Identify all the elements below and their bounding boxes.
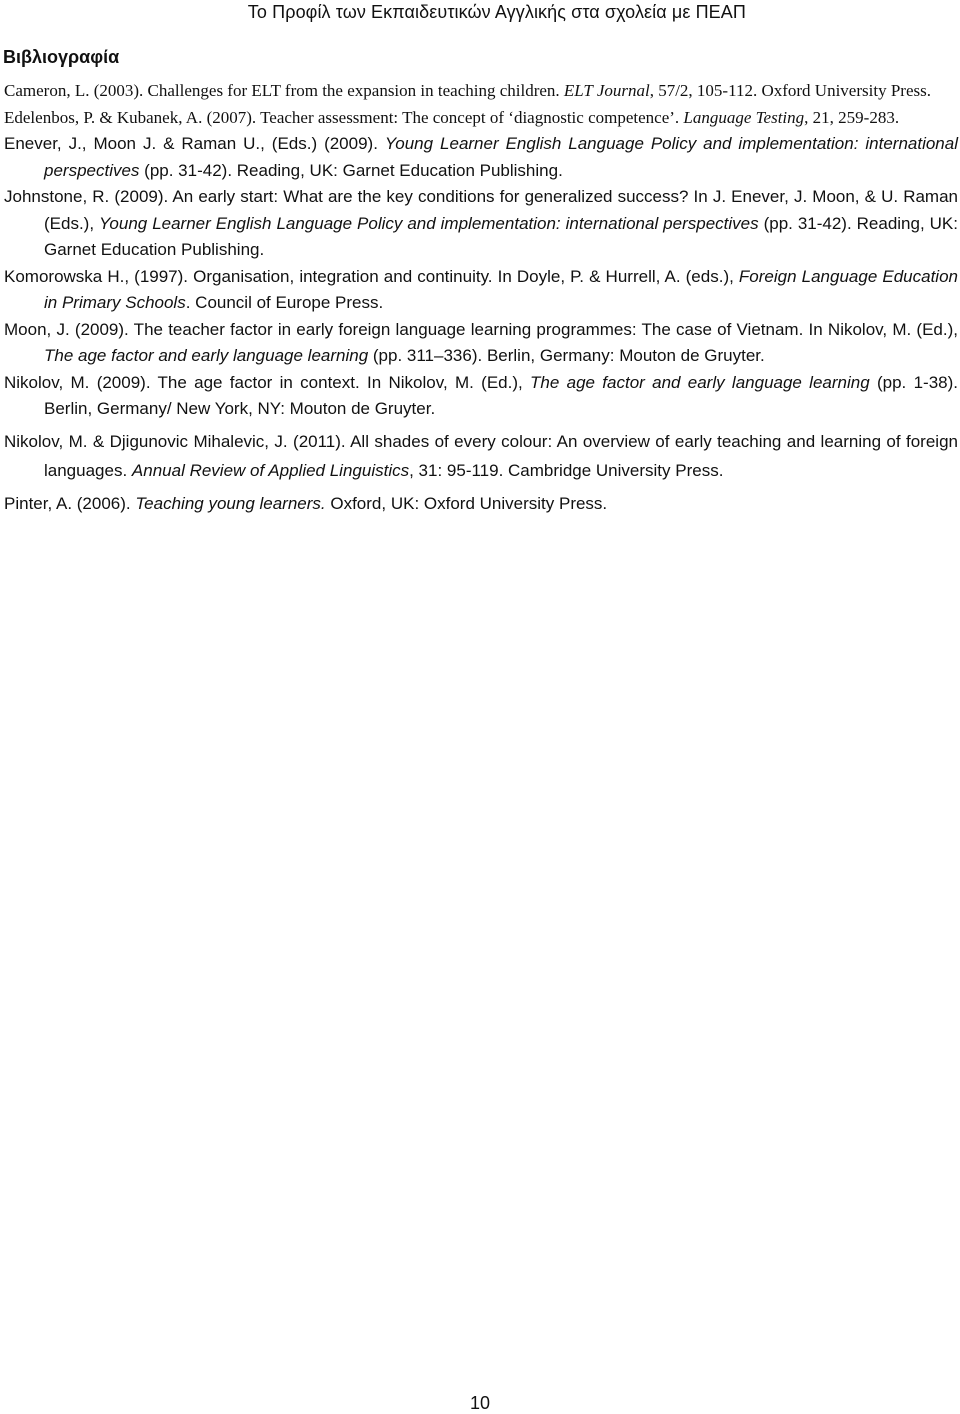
reference-item [0, 264, 958, 317]
reference-text: (pp. 31-42). Reading, UK: Garnet Education Publishing. [139, 160, 563, 180]
reference-item [0, 427, 958, 485]
reference-text: Cameron, L. (2003). Challenges for ELT from the expansion in teaching children. [4, 81, 564, 100]
reference-title: Foreign Language Education in Primary Schools [44, 266, 958, 312]
reference-text: Pinter, A. (2006). [4, 493, 136, 513]
running-header: Το Προφίλ των Εκπαιδευτικών Αγγλικής στα σχολεία με ΠΕΑΠ [247, 2, 746, 22]
reference-text: (pp. 1-38). Berlin, Germany/ New York, NY: Mouton de Gruyter. [44, 372, 958, 418]
reference-item [0, 184, 958, 264]
reference-title: The age factor and early language learning [530, 372, 870, 392]
reference-text: . Council of Europe Press. [185, 293, 384, 312]
reference-item [0, 489, 958, 518]
reference-list [0, 78, 960, 518]
reference-item [0, 317, 958, 370]
reference-text: , 21, 259-283. [804, 107, 900, 127]
reference-text: Johnstone, R. (2009). An early start: What are the key conditions for generalized success? In J. Enever, J. Moon, & U. Raman (Eds.), [4, 187, 958, 233]
reference-text: Oxford, UK: Oxford University Press. [325, 493, 608, 513]
reference-title: Young Learner English Language Policy and implementation: international perspectives [99, 213, 759, 233]
page-number: 10 [470, 1393, 491, 1413]
reference-text: Nikolov, M. (2009). The age factor in context. In Nikolov, M. (Ed.), [4, 372, 531, 392]
reference-text: Edelenbos, P. & Kubanek, A. (2007). Teacher assessment: The concept of ‘diagnostic competence’. [4, 107, 684, 127]
reference-title: ELT Journal [563, 81, 650, 100]
reference-title: The age factor and early language learning [44, 346, 369, 365]
reference-text: Komorowska H., (1997). Organisation, integration and continuity. In Doyle, P. & Hurrell, A. (eds.), [4, 266, 739, 286]
reference-item [0, 131, 958, 184]
reference-text: Moon, J. (2009). The teacher factor in early foreign language learning programmes: The case of Vietnam. In Nikolov, M. (Ed.), [4, 319, 958, 339]
reference-text: Enever, J., Moon J. & Raman U., (Eds.) (2009). [4, 134, 385, 153]
reference-text: , 57/2, 105-112. Oxford University Press. [649, 81, 931, 100]
reference-text: Nikolov, M. & Djigunovic Mihalevic, J. (2011). All shades of every colour: An overview of early teaching and learning of foreign languages. [4, 431, 958, 480]
reference-title: Teaching young learners. [135, 493, 326, 513]
reference-item [0, 370, 958, 423]
reference-text: (pp. 311–336). Berlin, Germany: Mouton de Gruyter. [368, 346, 765, 365]
reference-text: , 31: 95-119. Cambridge University Press. [409, 460, 724, 480]
reference-item [0, 105, 958, 132]
reference-text: (pp. 31-42). Reading, UK: Garnet Education Publishing. [44, 213, 958, 259]
reference-item [0, 78, 958, 105]
reference-title: Language Testing [683, 107, 805, 127]
reference-title: Young Learner English Language Policy and implementation: international perspectives [44, 134, 958, 180]
reference-title: Annual Review of Applied Linguistics [131, 460, 410, 480]
section-title: Βιβλιογραφία [3, 47, 120, 67]
